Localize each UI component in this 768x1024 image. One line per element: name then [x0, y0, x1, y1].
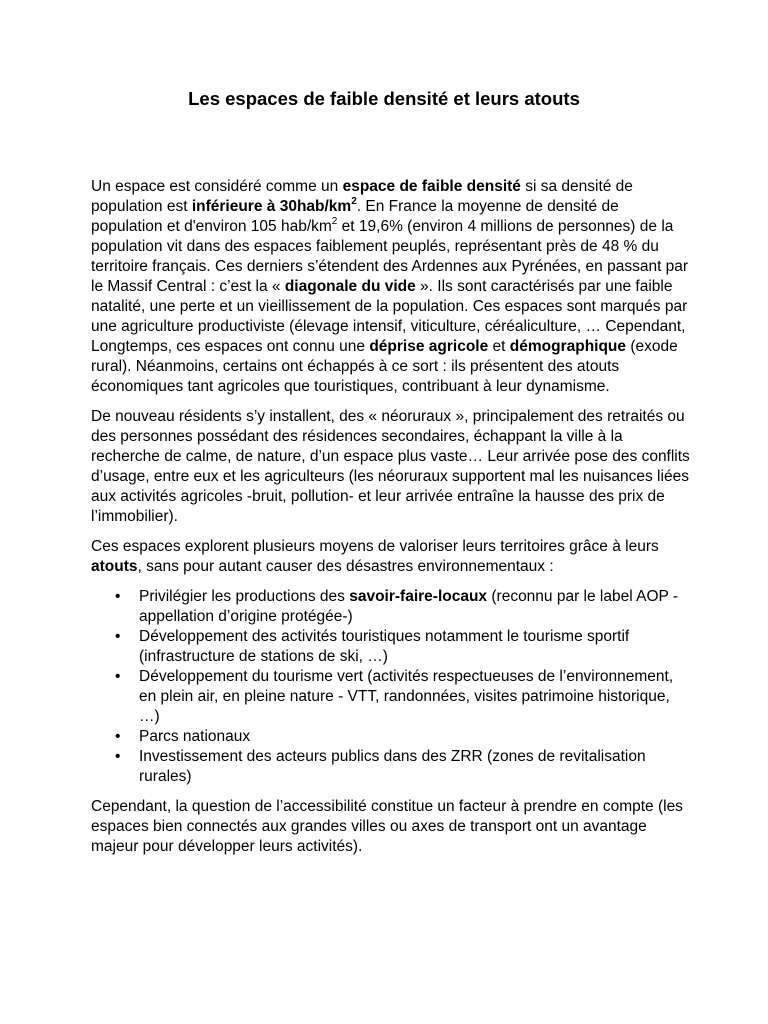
paragraph-definition	[91, 177, 691, 397]
text-run: Privilégier les productions des	[139, 588, 350, 605]
superscript: 2	[331, 215, 338, 227]
bold-term: déprise agricole	[369, 338, 489, 355]
text-run: et	[488, 338, 510, 355]
bullet-icon: •	[115, 628, 121, 645]
bullet-icon: •	[115, 668, 121, 685]
text-run: et 19,6% (environ 4 millions de personnes) de la population vit dans des espaces faiblement peuplés, représentant près de 48 % du territoire français. Ces derniers s’étendent des Ardennes aux Pyrénées, en passant par le Massif Central : c’est la «	[91, 218, 689, 295]
list-item	[115, 727, 691, 747]
list-item-text: Développement du tourisme vert (activités respectueuses de l’environnement, en plein air, en pleine nature - VTT, randonnées, visites patrimoine historique, …)	[139, 668, 674, 725]
text-run: ». Ils sont caractérisés par une faible natalité, une perte et un vieillissement de la population. Ces espaces sont marqués par une agriculture productiviste (élevage intensif, viticulture, céréaliculture, … Cependant, Longtemps, ces espaces ont connu une	[91, 278, 688, 355]
bold-term: espace de faible densité	[342, 178, 521, 195]
page-title: Les espaces de faible densité et leurs atouts	[188, 88, 580, 109]
paragraph-accessibility: Cependant, la question de l’accessibilité constitue un facteur à prendre en compte (les espaces bien connectés aux grandes villes ou axes de transport ont un avantage majeur pour développer leurs activités).	[91, 798, 683, 855]
superscript: 2	[351, 195, 357, 207]
list-item	[115, 587, 691, 627]
text-run: (reconnu par le label AOP -appellation d’origine protégée-)	[139, 588, 679, 625]
bullet-icon: •	[115, 748, 121, 765]
text-run: (exode rural). Néanmoins, certains ont échappés à ce sort : ils présentent des atouts économiques tant agricoles que touristiques, contribuant à leur dynamisme.	[91, 338, 678, 395]
text-run: si sa densité de population est	[91, 178, 633, 215]
paragraph-neoruraux: De nouveau résidents s’y installent, des « néoruraux », principalement des retraités ou des personnes possédant des résidences secondaires, échappant la ville à la recherche de calme, de nature, d’un espace plus vaste… Leur arrivée pose des conflits d’usage, entre eux et les agriculteurs (les néoruraux supportent mal les nuisances liées aux activités agricoles -bruit, pollution- et leur arrivée entraîne la hausse des prix de l’immobilier).	[91, 408, 690, 525]
list-item	[115, 667, 691, 727]
bold-term: atouts	[91, 558, 138, 575]
bullet-icon: •	[115, 588, 121, 605]
text-run: Un espace est considéré comme un	[91, 178, 343, 195]
bold-term: savoir-faire-locaux	[349, 588, 488, 605]
list-item-text: Investissement des acteurs publics dans des ZRR (zones de revitalisation rurales)	[139, 748, 646, 785]
document-body	[91, 177, 691, 867]
bold-term: diagonale du vide	[284, 278, 416, 295]
bold-term: démographique	[509, 338, 627, 355]
list-item	[115, 627, 691, 667]
list-item-text: Parcs nationaux	[139, 728, 251, 745]
text-run: , sans pour autant causer des désastres environnementaux :	[137, 558, 554, 575]
paragraph-atouts-intro	[91, 537, 691, 577]
bullet-icon: •	[115, 728, 121, 745]
bold-term-text: inférieure à 30hab/km	[191, 198, 352, 215]
list-item	[115, 747, 691, 787]
text-run: Ces espaces explorent plusieurs moyens de valoriser leurs territoires grâce à leurs	[91, 538, 659, 555]
bold-term	[191, 195, 357, 215]
bullet-list	[91, 587, 691, 787]
list-item-text: Développement des activités touristiques notamment le tourisme sportif (infrastructure de stations de ski, …)	[139, 628, 630, 665]
text-run: . En France la moyenne de densité de population et d'environ 105 hab/km	[91, 198, 619, 235]
